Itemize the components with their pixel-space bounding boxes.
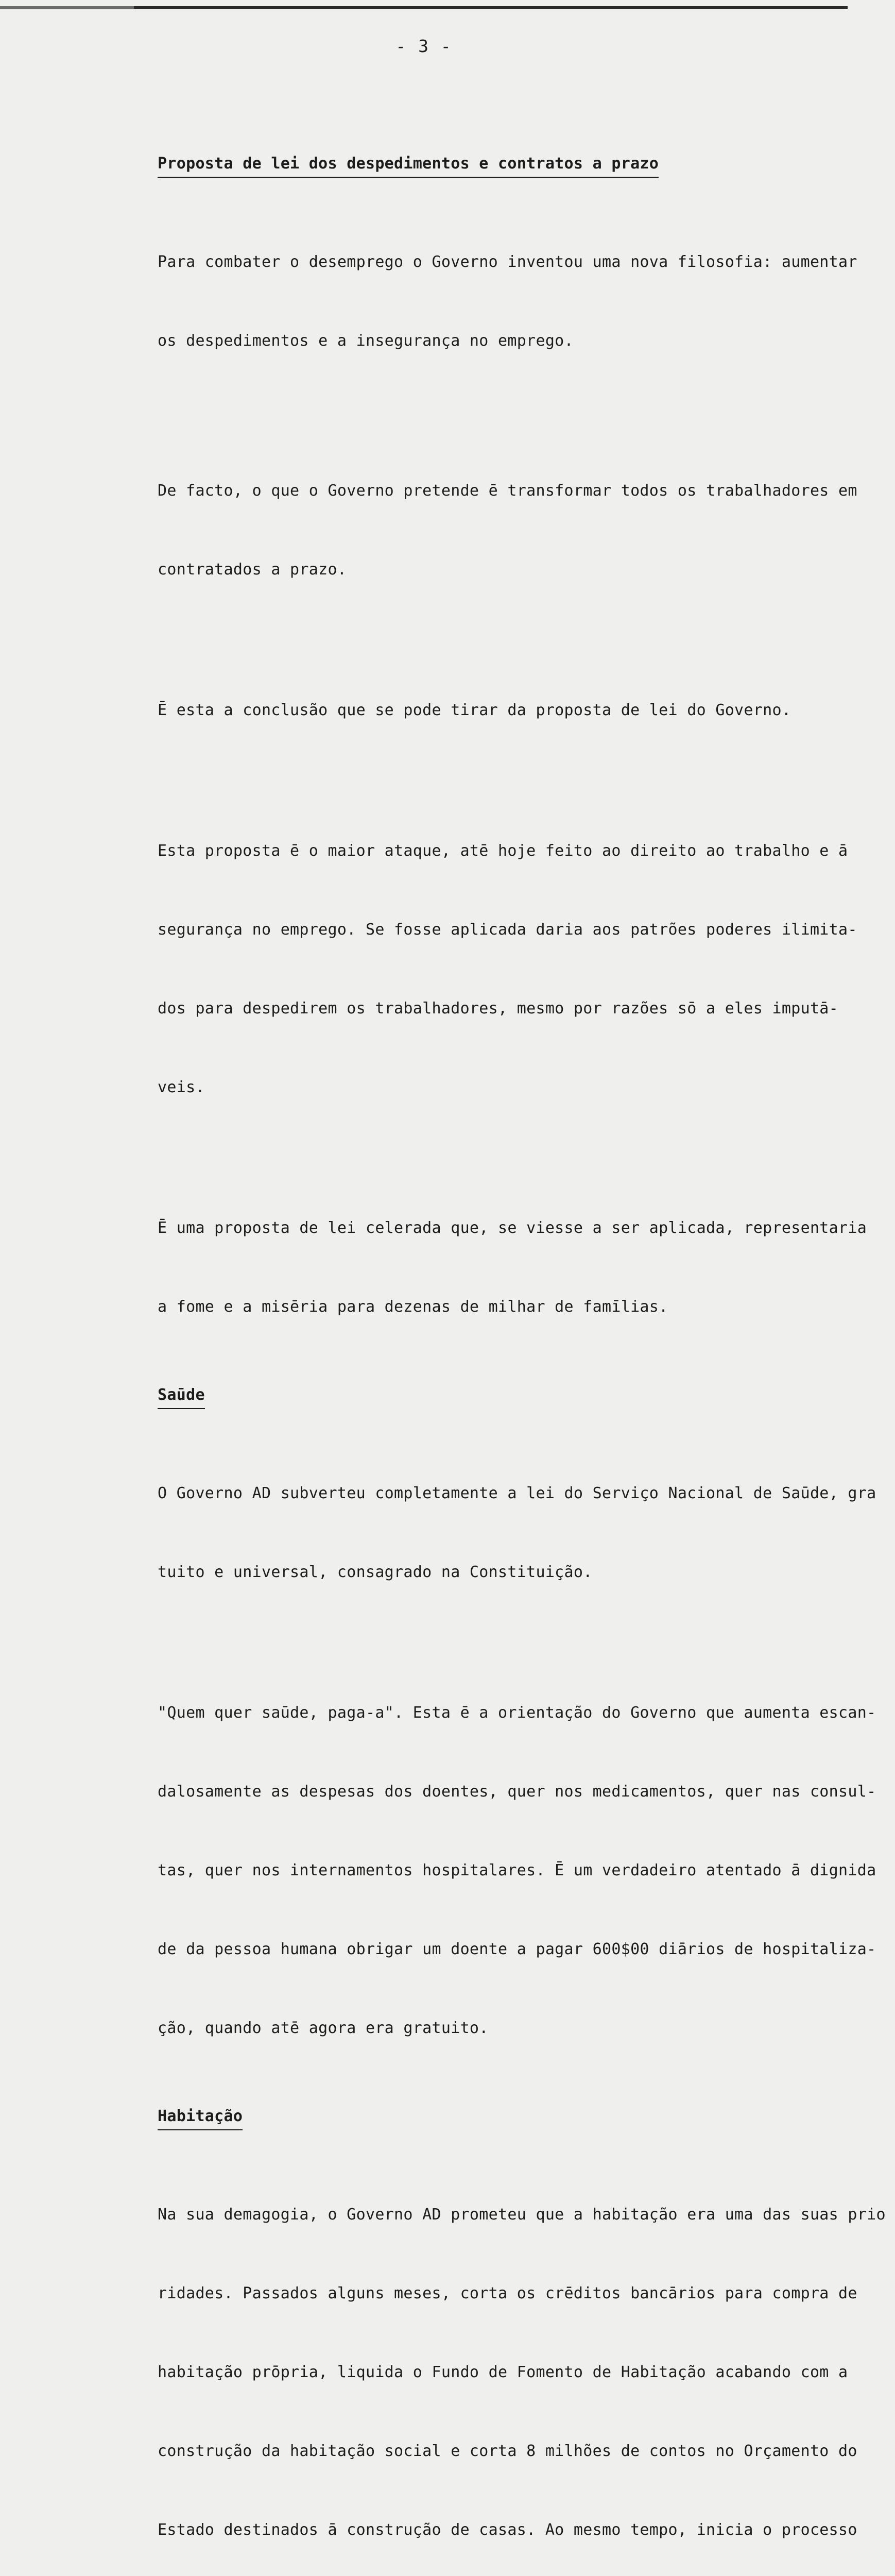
text-line: Esta proposta ē o maior ataque, atē hoje feito ao direito ao trabalho e ā bbox=[158, 842, 848, 860]
text-line: veis. bbox=[158, 1078, 205, 1096]
text-line: ção, quando atē agora era gratuito. bbox=[158, 2019, 489, 2037]
text-line: O Governo AD subverteu completamente a lei do Serviço Nacional de Saūde, gra bbox=[158, 1484, 876, 1502]
text-line: tas, quer nos internamentos hospitalares. Ē um verdadeiro atentado ā dignida bbox=[158, 1861, 876, 1879]
text-line: construção da habitação social e corta 8 milhões de contos no Orçamento do bbox=[158, 2442, 857, 2460]
paragraph bbox=[158, 2149, 886, 2576]
page-number: - 3 - bbox=[395, 36, 452, 56]
text-line: segurança no emprego. Se fosse aplicada daria aos patrões poderes ilimita- bbox=[158, 921, 857, 939]
paragraph bbox=[158, 785, 857, 1153]
text-line: Ē uma proposta de lei celerada que, se viesse a ser aplicada, representaria bbox=[158, 1219, 867, 1237]
section-heading: Habitação bbox=[158, 2103, 243, 2130]
text-line: contratados a prazo. bbox=[158, 561, 347, 579]
text-line: dalosamente as despesas dos doentes, quer nos medicamentos, quer nas consul- bbox=[158, 1783, 876, 1801]
text-line: Ē esta a conclusão que se pode tirar da proposta de lei do Governo. bbox=[158, 701, 791, 719]
text-line: os despedimentos e a insegurança no emprego. bbox=[158, 332, 574, 350]
text-line: ridades. Passados alguns meses, corta os crēditos bancārios para compra de bbox=[158, 2284, 857, 2302]
section-heading-block bbox=[158, 2103, 827, 2130]
paragraph bbox=[158, 1647, 876, 2094]
paragraph bbox=[158, 1162, 867, 1372]
top-edge-rule-shadow bbox=[0, 6, 134, 9]
text-line: Na sua demagogia, o Governo AD prometeu que a habitação era uma das suas prio bbox=[158, 2206, 886, 2224]
text-line: De facto, o que o Governo pretende ē transformar todos os trabalhadores em bbox=[158, 482, 857, 500]
text-line: Estado destinados ā construção de casas. Ao mesmo tempo, inicia o processo bbox=[158, 2521, 857, 2539]
text-line: "Quem quer saūde, paga-a". Esta ē a orientação do Governo que aumenta escan- bbox=[158, 1704, 876, 1722]
paragraph bbox=[158, 425, 857, 635]
text-line: de da pessoa humana obrigar um doente a pagar 600$00 diārios de hospitaliza- bbox=[158, 1940, 876, 1958]
document-body bbox=[158, 150, 886, 2576]
paragraph bbox=[158, 645, 827, 776]
text-line: dos para despedirem os trabalhadores, mesmo por razões sō a eles imputā- bbox=[158, 999, 839, 1018]
text-line: tuito e universal, consagrado na Constituição. bbox=[158, 1563, 593, 1581]
text-line: habitação prōpria, liquida o Fundo de Fomento de Habitação acabando com a bbox=[158, 2363, 848, 2381]
paragraph bbox=[158, 1428, 876, 1638]
section-heading: Saūde bbox=[158, 1382, 205, 1409]
text-line: Para combater o desemprego o Governo inventou uma nova filosofia: aumentar bbox=[158, 253, 857, 271]
section-heading-block bbox=[158, 1382, 827, 1409]
paragraph bbox=[158, 196, 857, 406]
section-heading: Proposta de lei dos despedimentos e contratos a prazo bbox=[158, 150, 659, 178]
text-line: a fome e a misēria para dezenas de milhar de famīlias. bbox=[158, 1298, 668, 1316]
section-heading-block bbox=[158, 150, 827, 178]
